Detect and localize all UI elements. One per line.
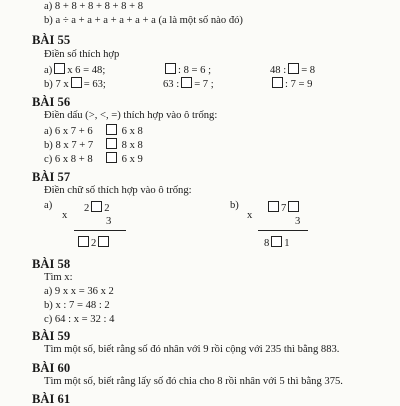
exercise-55-item-a: a) x 6 = 48;: [44, 65, 106, 76]
exercise-58-instruction: Tìm x:: [44, 272, 73, 283]
answer-box[interactable]: [98, 236, 109, 247]
exercise-56-row-b: b) 8 x 7 + 7 8 x 8: [44, 140, 143, 151]
exercise-59-title: BÀI 59: [32, 329, 71, 343]
exercise-56-instruction: Điền dấu (>, <, =) thích hợp vào ô trống:: [44, 110, 218, 121]
prev-item-a: a) 8 + 8 + 8 + 8 + 8 + 8: [44, 1, 144, 12]
answer-box[interactable]: [71, 77, 82, 88]
exercise-56-title: BÀI 56: [32, 95, 71, 109]
result-line: [258, 230, 308, 231]
answer-box[interactable]: [272, 77, 283, 88]
exercise-61-title: BÀI 61: [32, 392, 71, 406]
exercise-57a-multiplicand: 2 2: [84, 203, 110, 214]
exercise-58-item-a: a) 9 x x = 36 x 2: [44, 286, 114, 297]
exercise-57b-multiplier: 3: [295, 216, 301, 227]
exercise-55-item-d: 63 : = 7 ;: [163, 79, 214, 90]
answer-box[interactable]: [78, 236, 89, 247]
exercise-55-item-b: b) 7 x = 63;: [44, 79, 106, 90]
exercise-55-item-e: 48 : = 8: [270, 65, 316, 76]
exercise-58-title: BÀI 58: [32, 257, 71, 271]
prev-item-b: b) a ÷ a + a + a + a + a + a (a là một số nào đó): [44, 15, 243, 26]
exercise-55-item-f: : 7 = 9: [270, 77, 312, 91]
exercise-56-row-a: a) 6 x 7 + 6 6 x 8: [44, 126, 143, 137]
answer-box[interactable]: [181, 77, 192, 88]
exercise-57a-result: 2: [76, 236, 111, 250]
answer-box[interactable]: [271, 236, 282, 247]
times-sign: x: [62, 210, 68, 221]
exercise-57-title: BÀI 57: [32, 170, 71, 184]
exercise-57a-label: a): [44, 200, 53, 211]
exercise-55-title: BÀI 55: [32, 33, 71, 47]
exercise-57b-result: 8 1: [264, 238, 290, 249]
exercise-55-instruction: Điền số thích hợp: [44, 49, 120, 60]
result-line: [74, 230, 126, 231]
answer-box[interactable]: [106, 152, 117, 163]
exercise-60-title: BÀI 60: [32, 361, 71, 375]
exercise-56-row-c: c) 6 x 8 + 8 6 x 9: [44, 154, 143, 165]
exercise-59-text: Tìm một số, biết rằng số đó nhân với 9 rồi cộng với 235 thì bằng 883.: [44, 344, 340, 355]
exercise-57b-multiplicand: 7: [266, 201, 301, 215]
answer-box[interactable]: [106, 124, 117, 135]
answer-box[interactable]: [288, 201, 299, 212]
answer-box[interactable]: [106, 138, 117, 149]
exercise-58-item-b: b) x : 7 = 48 : 2: [44, 300, 110, 311]
answer-box[interactable]: [91, 201, 102, 212]
exercise-58-item-c: c) 64 : x = 32 : 4: [44, 314, 115, 325]
exercise-57a-multiplier: 3: [106, 216, 112, 227]
exercise-57b-label: b): [230, 200, 239, 211]
answer-box[interactable]: [268, 201, 279, 212]
answer-box[interactable]: [54, 63, 65, 74]
exercise-57-instruction: Điền chữ số thích hợp vào ô trống:: [44, 185, 192, 196]
times-sign: x: [247, 210, 253, 221]
exercise-60-text: Tìm một số, biết rằng lấy số đó chia cho 8 rồi nhân với 5 thì bằng 375.: [44, 376, 343, 387]
answer-box[interactable]: [165, 63, 176, 74]
answer-box[interactable]: [288, 63, 299, 74]
exercise-55-item-c: : 8 = 6 ;: [163, 63, 211, 77]
